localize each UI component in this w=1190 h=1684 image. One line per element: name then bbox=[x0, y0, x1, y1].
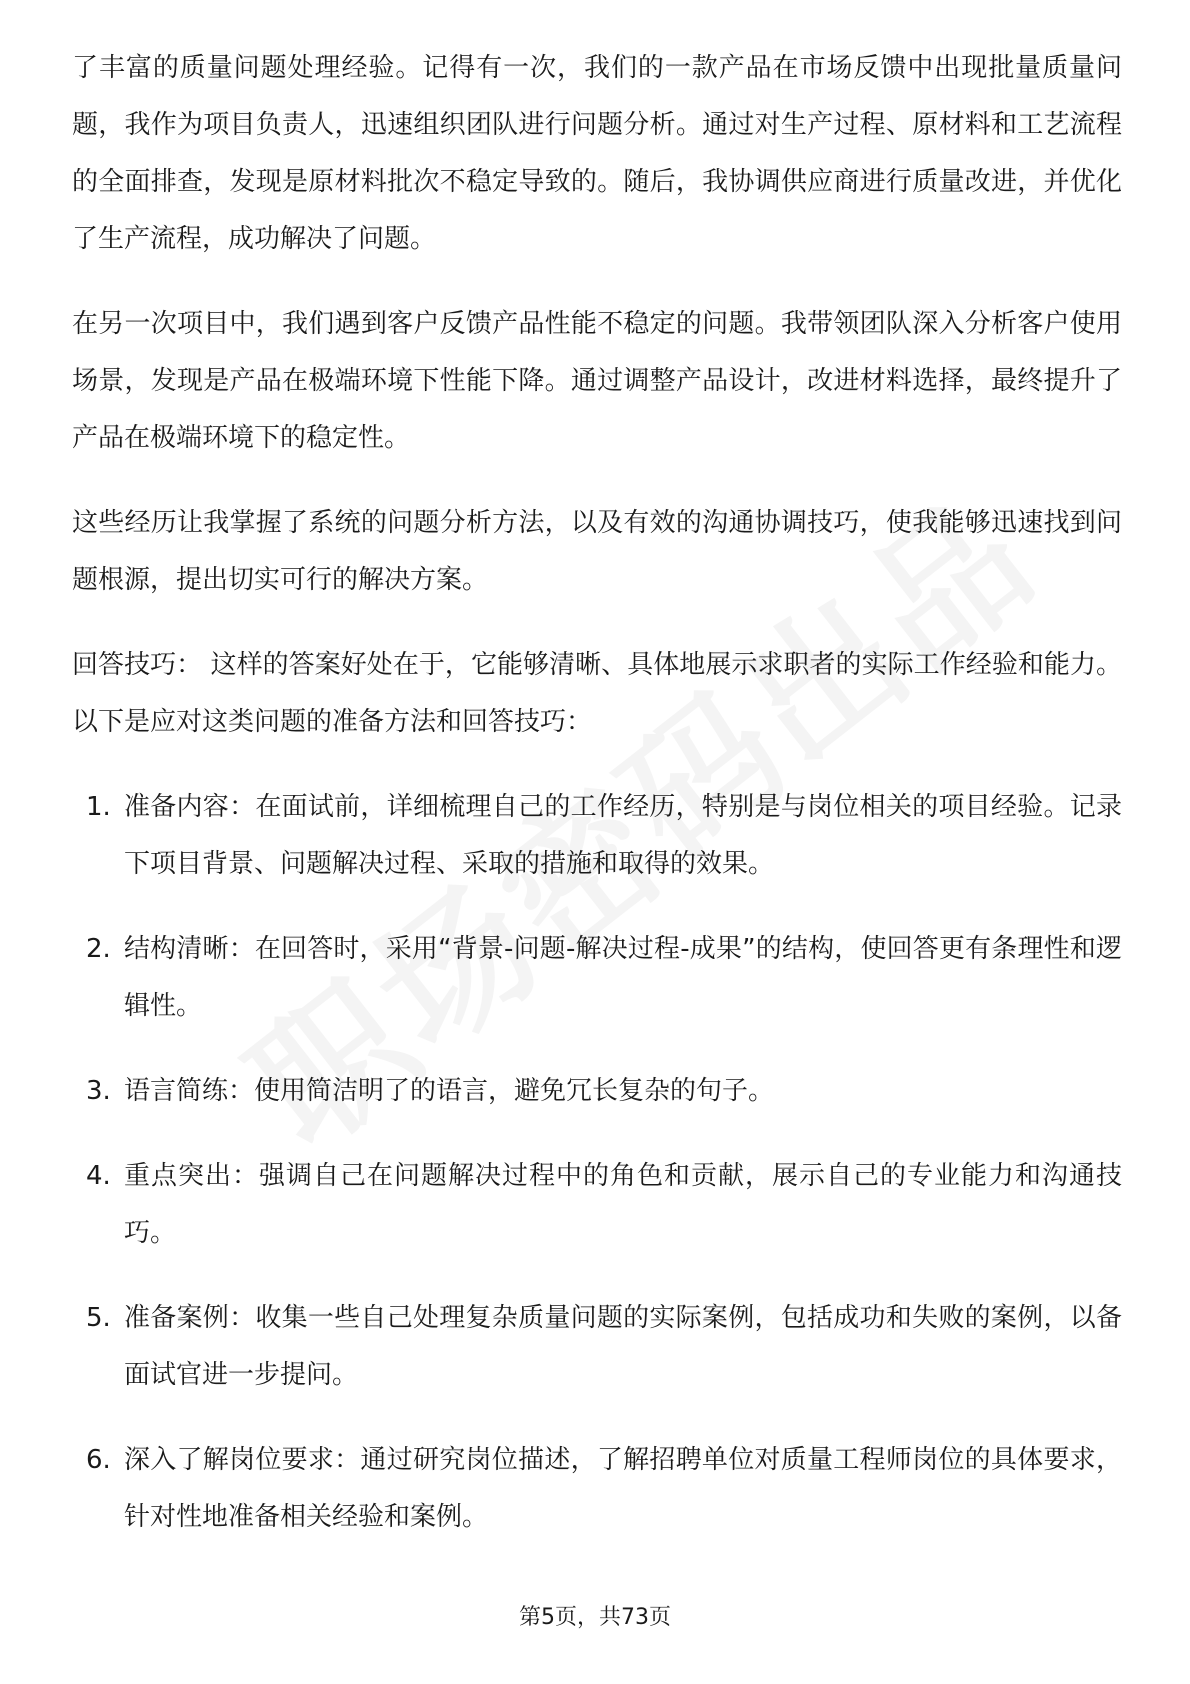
paragraph-answer-tips: 回答技巧： 这样的答案好处在于，它能够清晰、具体地展示求职者的实际工作经验和能力。以下是应对这类问题的准备方法和回答技巧： bbox=[72, 650, 1122, 737]
list-item bbox=[72, 779, 1122, 893]
list-item-number: 5. bbox=[86, 1303, 111, 1333]
paragraph-experience-1: 了丰富的质量问题处理经验。记得有一次，我们的一款产品在市场反馈中出现批量质量问题，我作为项目负责人，迅速组织团队进行问题分析。通过对生产过程、原材料和工艺流程的全面排查，发现是原材料批次不稳定导致的。随后，我协调供应商进行质量改进，并优化了生产流程，成功解决了问题。 bbox=[72, 53, 1122, 254]
list-item-text: 准备案例：收集一些自己处理复杂质量问题的实际案例，包括成功和失败的案例，以备面试官进一步提问。 bbox=[124, 1303, 1122, 1390]
tips-list bbox=[72, 779, 1122, 1546]
list-item-number: 1. bbox=[86, 792, 111, 822]
list-item-number: 2. bbox=[86, 934, 111, 964]
list-item bbox=[72, 1063, 1122, 1120]
page-number: 第5页，共73页 bbox=[519, 1605, 671, 1630]
list-item-text: 结构清晰：在回答时，采用“背景-问题-解决过程-成果”的结构，使回答更有条理性和逻辑性。 bbox=[124, 934, 1122, 1021]
list-item-number: 6. bbox=[86, 1445, 111, 1475]
page-footer bbox=[0, 1600, 1190, 1631]
list-item-number: 4. bbox=[86, 1161, 111, 1191]
list-item-text: 深入了解岗位要求：通过研究岗位描述，了解招聘单位对质量工程师岗位的具体要求，针对性地准备相关经验和案例。 bbox=[124, 1445, 1122, 1532]
paragraph-summary: 这些经历让我掌握了系统的问题分析方法，以及有效的沟通协调技巧，使我能够迅速找到问题根源，提出切实可行的解决方案。 bbox=[72, 508, 1122, 595]
paragraph-experience-2: 在另一次项目中，我们遇到客户反馈产品性能不稳定的问题。我带领团队深入分析客户使用场景，发现是产品在极端环境下性能下降。通过调整产品设计，改进材料选择，最终提升了产品在极端环境下的稳定性。 bbox=[72, 309, 1122, 453]
list-item bbox=[72, 921, 1122, 1035]
list-item bbox=[72, 1148, 1122, 1262]
list-item bbox=[72, 1290, 1122, 1404]
list-item-text: 语言简练：使用简洁明了的语言，避免冗长复杂的句子。 bbox=[124, 1076, 775, 1106]
page-content bbox=[72, 40, 1122, 1574]
list-item-text: 准备内容：在面试前，详细梳理自己的工作经历，特别是与岗位相关的项目经验。记录下项目背景、问题解决过程、采取的措施和取得的效果。 bbox=[124, 792, 1122, 879]
list-item bbox=[72, 1432, 1122, 1546]
list-item-text: 重点突出：强调自己在问题解决过程中的角色和贡献，展示自己的专业能力和沟通技巧。 bbox=[124, 1161, 1122, 1248]
list-item-number: 3. bbox=[86, 1076, 111, 1106]
